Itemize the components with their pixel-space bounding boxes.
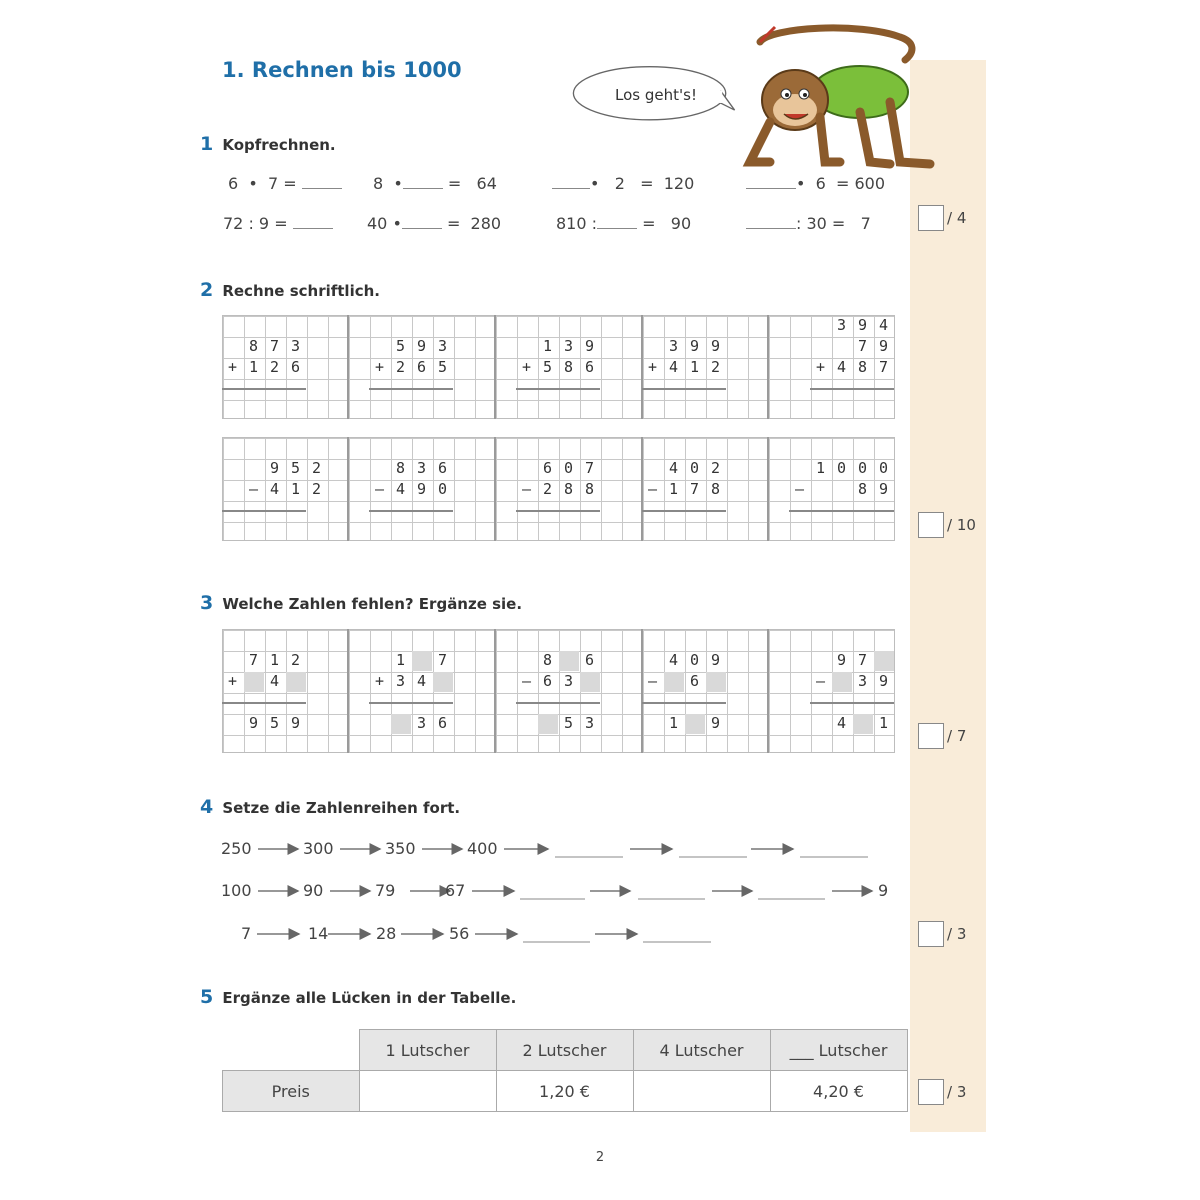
answer-blank[interactable]	[293, 228, 333, 229]
digit-cell: 7	[248, 651, 259, 669]
sequence-number: 300	[303, 839, 334, 858]
sum-rule	[222, 388, 306, 390]
digit-cell: 7	[857, 651, 868, 669]
table-cell[interactable]	[359, 1071, 496, 1112]
digit-cell: 3	[290, 337, 301, 355]
task-1-header	[200, 133, 336, 155]
digit-cell	[432, 671, 453, 692]
digit-cell: 9	[878, 337, 889, 355]
digit-cell: 9	[710, 337, 721, 355]
digit-cell	[516, 336, 537, 357]
task-instruction: Ergänze alle Lücken in der Tabelle.	[222, 989, 517, 1007]
digit-cell: 9	[878, 672, 889, 690]
sequence-number: 14	[308, 924, 329, 943]
digit-cell: 1	[290, 480, 301, 498]
digit-cell: 4	[836, 714, 847, 732]
digit-cell: 0	[857, 459, 868, 477]
task-number: 2	[200, 279, 214, 301]
sum-rule	[642, 388, 726, 390]
digit-cell: 7	[437, 651, 448, 669]
digit-cell: 4	[416, 672, 427, 690]
digit-cell: 8	[563, 480, 574, 498]
digit-cell: 7	[878, 358, 889, 376]
digit-cell: 7	[689, 480, 700, 498]
table-header: ___ Lutscher	[770, 1030, 907, 1071]
task-number: 3	[200, 592, 214, 614]
digit-cell	[579, 671, 600, 692]
speech-text: Los geht's!	[615, 86, 697, 104]
digit-cell: 3	[668, 337, 679, 355]
digit-cell: 9	[836, 651, 847, 669]
digit-cell: 3	[857, 672, 868, 690]
score-box-2: / 10	[918, 512, 976, 538]
mental-problem: 8 • = 64	[373, 174, 497, 193]
task-5-header	[200, 986, 516, 1008]
digit-cell	[222, 713, 243, 734]
digit-cell: 3	[416, 459, 427, 477]
answer-blank[interactable]	[403, 188, 443, 189]
score-box-4: / 3	[918, 921, 966, 947]
digit-cell: 9	[710, 714, 721, 732]
task-4-header	[200, 796, 460, 818]
table-corner	[223, 1030, 360, 1071]
table-header: 1 Lutscher	[359, 1030, 496, 1071]
task-instruction: Rechne schriftlich.	[222, 282, 380, 300]
digit-cell: 4	[836, 358, 847, 376]
sequence-number: 350	[385, 839, 416, 858]
digit-cell: 1	[542, 337, 553, 355]
digit-cell: 2	[311, 459, 322, 477]
digit-cell	[810, 650, 831, 671]
monkey-illustration	[740, 22, 940, 172]
task-number: 4	[200, 796, 214, 818]
digit-cell: 3	[836, 316, 847, 334]
digit-cell: 3	[584, 714, 595, 732]
digit-cell	[369, 336, 390, 357]
digit-cell: 6	[542, 459, 553, 477]
digit-cell: 8	[857, 480, 868, 498]
digit-cell	[348, 479, 369, 500]
digit-cell	[684, 713, 705, 734]
score-box-1: / 4	[918, 205, 966, 231]
digit-cell: 9	[416, 480, 427, 498]
grid-separator	[767, 315, 769, 419]
difference-rule	[789, 510, 894, 512]
digit-cell: 5	[563, 714, 574, 732]
task-3-header	[200, 592, 522, 614]
sum-rule	[369, 388, 453, 390]
digit-cell: 1	[248, 358, 259, 376]
sum-rule	[516, 388, 600, 390]
digit-cell: 9	[584, 337, 595, 355]
mental-problem: 6 • 7 =	[228, 174, 342, 193]
page-title: 1. Rechnen bis 1000	[222, 58, 462, 82]
digit-cell	[222, 650, 243, 671]
grid-separator	[767, 437, 769, 541]
digit-cell: 1	[269, 651, 280, 669]
sum-rule	[810, 388, 894, 390]
mental-problem: 72 : 9 =	[223, 214, 333, 233]
digit-cell: 2	[395, 358, 406, 376]
digit-cell	[369, 650, 390, 671]
sequence-number: 56	[449, 924, 470, 943]
digit-cell: 3	[395, 672, 406, 690]
digit-cell: 1	[668, 714, 679, 732]
digit-cell	[810, 336, 831, 357]
table-header: 4 Lutscher	[633, 1030, 770, 1071]
digit-cell: 1	[668, 480, 679, 498]
digit-cell: +	[374, 358, 385, 376]
digit-cell: 9	[857, 316, 868, 334]
result-rule	[222, 702, 306, 704]
digit-cell	[642, 336, 663, 357]
digit-cell	[516, 713, 537, 734]
digit-cell	[663, 671, 684, 692]
digit-cell: 0	[689, 459, 700, 477]
digit-cell: 6	[542, 672, 553, 690]
digit-cell: +	[521, 358, 532, 376]
digit-cell: 4	[668, 358, 679, 376]
score-box-5: / 3	[918, 1079, 966, 1105]
digit-cell	[810, 315, 831, 336]
digit-cell	[222, 479, 243, 500]
task-2-header	[200, 279, 380, 301]
result-rule	[516, 702, 600, 704]
digit-cell: 3	[563, 337, 574, 355]
digit-cell: 8	[542, 651, 553, 669]
digit-cell: 2	[710, 358, 721, 376]
digit-cell	[243, 671, 264, 692]
table-cell: 4,20 €	[770, 1071, 907, 1112]
digit-cell: 8	[395, 459, 406, 477]
digit-cell	[222, 458, 243, 479]
digit-cell: 7	[857, 337, 868, 355]
digit-cell: 4	[269, 480, 280, 498]
mental-problem: • 2 = 120	[552, 174, 694, 193]
digit-cell: 4	[668, 459, 679, 477]
digit-cell: 2	[710, 459, 721, 477]
difference-rule	[369, 510, 453, 512]
score-checkbox[interactable]	[918, 1079, 944, 1105]
sequence-number: 7	[241, 924, 252, 943]
digit-cell: 9	[269, 459, 280, 477]
digit-cell: 9	[689, 337, 700, 355]
sequence-number: 90	[303, 881, 324, 900]
digit-cell: 8	[584, 480, 595, 498]
digit-cell: 4	[269, 672, 280, 690]
task-instruction: Welche Zahlen fehlen? Ergänze sie.	[222, 595, 523, 613]
digit-cell	[243, 458, 264, 479]
digit-cell: 6	[416, 358, 427, 376]
digit-cell: 4	[395, 480, 406, 498]
digit-cell: 3	[416, 714, 427, 732]
digit-cell: –	[647, 672, 658, 690]
digit-cell	[369, 713, 390, 734]
sequence-number: 250	[221, 839, 252, 858]
difference-rule	[642, 510, 726, 512]
answer-blank[interactable]	[552, 188, 590, 189]
digit-cell: 6	[689, 672, 700, 690]
digit-cell	[348, 458, 369, 479]
sequence-end-number: 9	[878, 881, 889, 900]
answer-blank[interactable]	[597, 228, 637, 229]
grid-separator	[347, 315, 349, 419]
digit-cell: –	[794, 480, 805, 498]
digit-cell: 9	[710, 651, 721, 669]
digit-cell	[831, 336, 852, 357]
digit-cell: 8	[857, 358, 868, 376]
table-header: 2 Lutscher	[496, 1030, 633, 1071]
digit-cell: 1	[395, 651, 406, 669]
sequence-number: 100	[221, 881, 252, 900]
digit-cell	[537, 713, 558, 734]
digit-cell: +	[374, 672, 385, 690]
task-number: 1	[200, 133, 214, 155]
digit-cell: 4	[878, 316, 889, 334]
digit-cell	[558, 650, 579, 671]
score-checkbox[interactable]	[918, 512, 944, 538]
digit-cell	[369, 458, 390, 479]
digit-cell: 0	[689, 651, 700, 669]
answer-blank[interactable]	[302, 188, 342, 189]
table-cell: 1,20 €	[496, 1071, 633, 1112]
digit-cell	[705, 671, 726, 692]
score-checkbox[interactable]	[918, 921, 944, 947]
digit-cell	[285, 671, 306, 692]
digit-cell: –	[374, 480, 385, 498]
digit-cell	[222, 336, 243, 357]
answer-blank[interactable]	[746, 228, 796, 229]
digit-cell: 1	[815, 459, 826, 477]
mental-problem: • 6 = 600	[746, 174, 885, 193]
digit-cell: 5	[437, 358, 448, 376]
digit-cell: 6	[290, 358, 301, 376]
sequence-number: 79	[375, 881, 396, 900]
digit-cell: +	[815, 358, 826, 376]
task-instruction: Setze die Zahlenreihen fort.	[222, 799, 461, 817]
digit-cell: 6	[437, 459, 448, 477]
mental-problem: 40 • = 280	[367, 214, 502, 233]
score-box-3: / 7	[918, 723, 966, 749]
digit-cell	[831, 671, 852, 692]
digit-cell: 5	[395, 337, 406, 355]
table-row-label: Preis	[223, 1071, 360, 1112]
digit-cell: –	[815, 672, 826, 690]
digit-cell: 8	[710, 480, 721, 498]
digit-cell: 9	[248, 714, 259, 732]
task-number: 5	[200, 986, 214, 1008]
digit-cell	[642, 713, 663, 734]
digit-cell	[789, 458, 810, 479]
digit-cell	[495, 458, 516, 479]
digit-cell	[810, 713, 831, 734]
digit-cell: 5	[269, 714, 280, 732]
digit-cell: 6	[584, 358, 595, 376]
grid-separator	[347, 629, 349, 753]
digit-cell: –	[248, 480, 259, 498]
digit-cell: 5	[290, 459, 301, 477]
digit-cell: 0	[437, 480, 448, 498]
mental-problem: : 30 = 7	[746, 214, 871, 233]
digit-cell: –	[521, 480, 532, 498]
digit-cell: +	[647, 358, 658, 376]
digit-cell: 1	[689, 358, 700, 376]
page-number: 2	[595, 1150, 605, 1165]
table-cell[interactable]	[633, 1071, 770, 1112]
digit-cell	[642, 458, 663, 479]
digit-cell: 8	[248, 337, 259, 355]
answer-blank[interactable]	[402, 228, 442, 229]
sequence-number: 400	[467, 839, 498, 858]
digit-cell	[390, 713, 411, 734]
digit-cell: –	[647, 480, 658, 498]
digit-cell: 0	[878, 459, 889, 477]
result-rule	[810, 702, 894, 704]
digit-cell: 9	[878, 480, 889, 498]
digit-cell: 1	[878, 714, 889, 732]
digit-cell: 7	[269, 337, 280, 355]
digit-cell	[621, 458, 642, 479]
digit-cell: 3	[437, 337, 448, 355]
digit-cell	[810, 479, 831, 500]
digit-cell: 2	[290, 651, 301, 669]
digit-cell: 5	[542, 358, 553, 376]
digit-cell	[873, 650, 894, 671]
task-instruction: Kopfrechnen.	[222, 136, 336, 154]
difference-rule	[222, 510, 306, 512]
digit-cell: 8	[563, 358, 574, 376]
digit-cell: 6	[437, 714, 448, 732]
digit-cell	[642, 650, 663, 671]
digit-cell: 4	[668, 651, 679, 669]
sequence-number: 28	[376, 924, 397, 943]
digit-cell	[621, 479, 642, 500]
digit-cell: 3	[563, 672, 574, 690]
answer-blank[interactable]	[746, 188, 796, 189]
digit-cell: 7	[584, 459, 595, 477]
score-checkbox[interactable]	[918, 723, 944, 749]
digit-cell: 6	[584, 651, 595, 669]
digit-cell	[831, 479, 852, 500]
digit-cell	[495, 479, 516, 500]
digit-cell	[516, 650, 537, 671]
digit-cell: 2	[311, 480, 322, 498]
score-checkbox[interactable]	[918, 205, 944, 231]
digit-cell: 0	[836, 459, 847, 477]
digit-cell: 2	[542, 480, 553, 498]
digit-cell: +	[227, 672, 238, 690]
result-rule	[642, 702, 726, 704]
price-table	[222, 1029, 908, 1112]
digit-cell: +	[227, 358, 238, 376]
grid-separator	[494, 629, 496, 753]
digit-cell	[852, 713, 873, 734]
difference-rule	[516, 510, 600, 512]
digit-cell: 0	[563, 459, 574, 477]
sequence-number: 67	[445, 881, 466, 900]
grid-separator	[494, 315, 496, 419]
digit-cell: 9	[416, 337, 427, 355]
digit-cell	[411, 650, 432, 671]
grid-separator	[767, 629, 769, 753]
digit-cell: 9	[290, 714, 301, 732]
digit-cell: 2	[269, 358, 280, 376]
result-rule	[369, 702, 453, 704]
digit-cell	[516, 458, 537, 479]
mental-problem: 810 : = 90	[556, 214, 692, 233]
digit-cell: –	[521, 672, 532, 690]
